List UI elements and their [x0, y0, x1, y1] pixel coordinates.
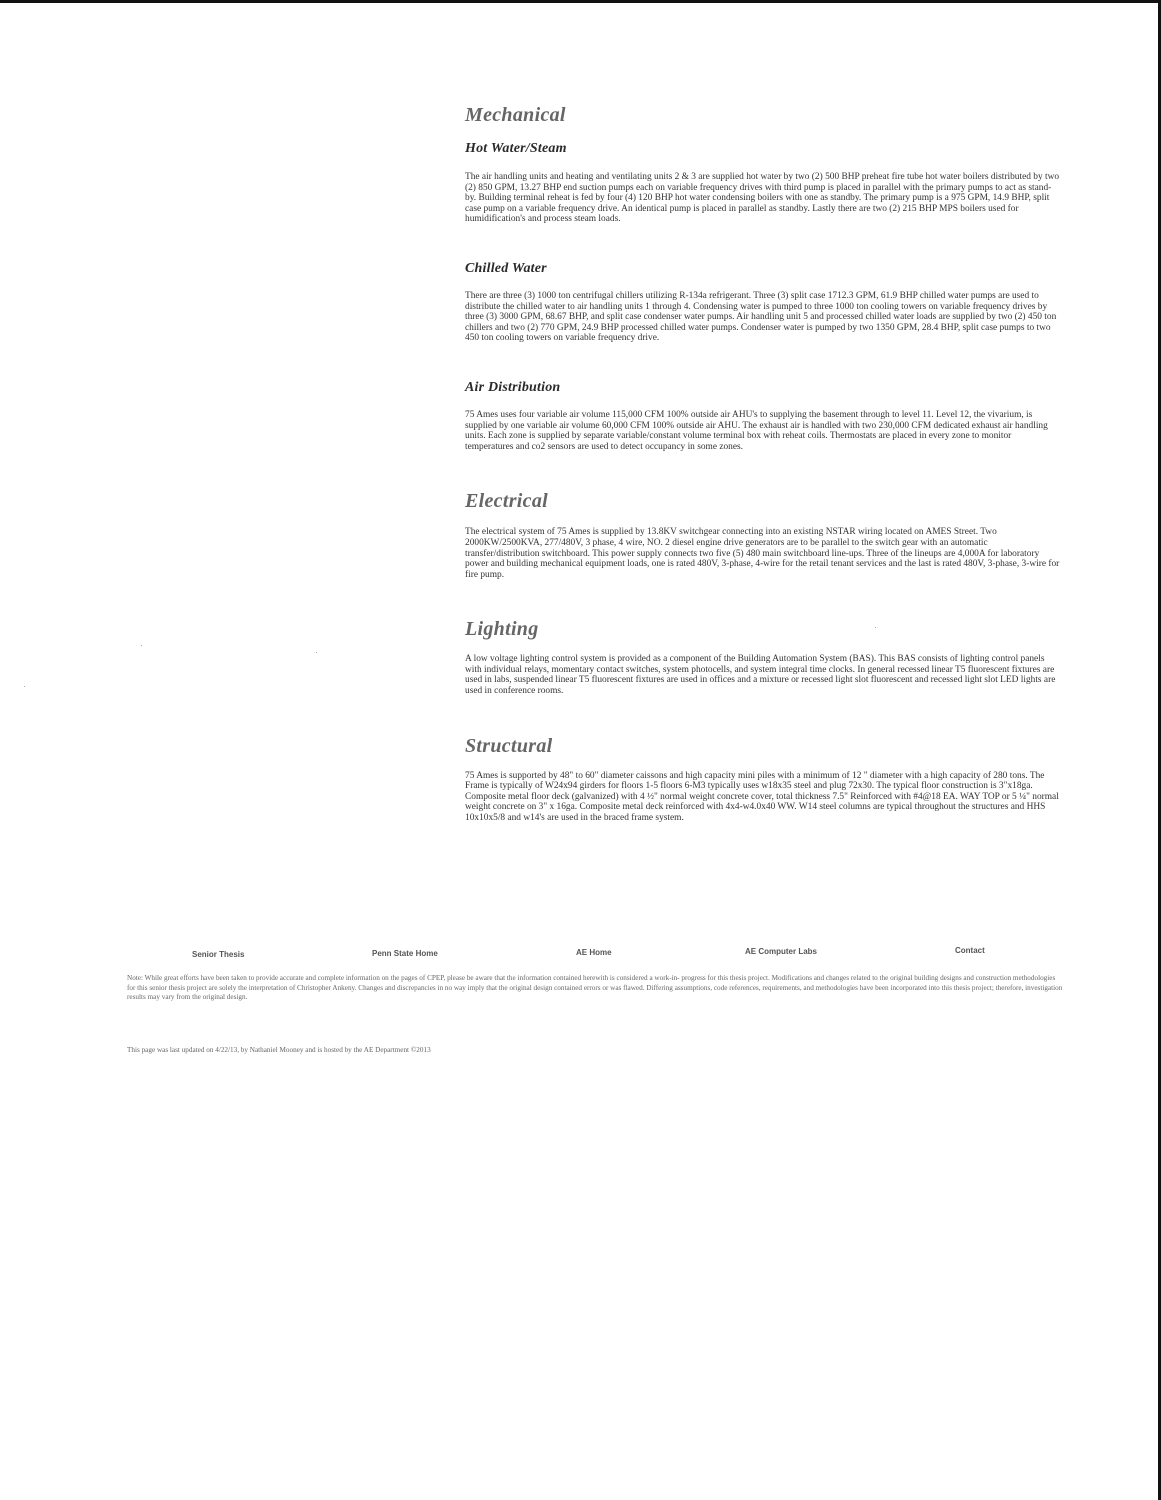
disclaimer-note: Note: While great efforts have been taken to provide accurate and complete information on the pages of CPEP, please be aware that the information contained herewith is considered a work-in- progress for this thesis project. Modifications and changes related to the original building designs and construction methodologies for this senior thesis project are solely the interpretation of Christopher Ankeny. Changes and discrepancies in no way imply that the original design contained errors or was flawed. Differing assumptions, code references, requirements, and methodologies have been incorporated into this thesis project; therefore, investigation results may vary from the original design.: [127, 974, 1063, 1001]
air-distribution-text: 75 Ames uses four variable air volume 115,000 CFM 100% outside air AHU's to supplying the basement through to level 11. Level 12, the vivarium, is supplied by one variable air volume 60,000 CFM 100% outside air AHU. The exhaust air is handled with two 230,000 CFM dedicated exhaust air handling units. Each zone is supplied by separate variable/constant volume terminal box with reheat coils. Thermostats are placed in every zone to monitor temperatures and co2 sensors are used to detect occupancy in some zones.: [465, 409, 1048, 452]
structural-heading: Structural: [465, 734, 553, 757]
page-border-top: [0, 0, 1161, 3]
chilled-water-heading: Chilled Water: [465, 260, 547, 276]
electrical-text: The electrical system of 75 Ames is supplied by 13.8KV switchgear connecting into an existing NSTAR wiring located on AMES Street. Two 2000KW/2500KVA, 277/480V, 3 phase, 4 wire, NO. 2 diesel engine drive generators are to be parallel to the switch gear with an automatic transfer/distribution switchboard. This power supply connects two five (5) 480 main switchboard line-ups. Three of the lineups are 4,000A for laboratory power and building mechanical equipment loads, one is rated 480V, 3-phase, 4-wire for the retail tenant services and the last is rated 480V, 3-phase, 3-wire for fire pump.: [465, 527, 1060, 580]
main-content: [465, 104, 1061, 824]
scan-speck: [141, 645, 142, 646]
scan-speck: [24, 686, 25, 687]
footer-link-ae-home[interactable]: AE Home: [576, 948, 612, 957]
scan-speck: [316, 652, 317, 653]
footer-link-senior-thesis[interactable]: Senior Thesis: [192, 950, 245, 959]
last-updated-text: This page was last updated on 4/22/13, by Nathaniel Mooney and is hosted by the AE Department ©2013: [127, 1046, 431, 1055]
hot-water-steam-heading: Hot Water/Steam: [465, 141, 567, 156]
mechanical-heading: Mechanical: [465, 104, 566, 126]
footer-link-contact[interactable]: Contact: [955, 946, 985, 955]
electrical-heading: Electrical: [465, 490, 548, 513]
lighting-text: A low voltage lighting control system is provided as a component of the Building Automation System (BAS). This BAS consists of lighting control panels with individual relays, momentary contact switches, system photocells, and system integral time clocks. In general recessed linear T5 fluorescent fixtures are used in labs, suspended linear T5 fluorescent fixtures are used in offices and a mixture or recessed light slot fluorescent and recessed light slot LED lights are used in conference rooms.: [465, 654, 1056, 697]
footer-link-ae-computer-labs[interactable]: AE Computer Labs: [745, 947, 818, 956]
structural-text: 75 Ames is supported by 48" to 60" diameter caissons and high capacity mini piles with a minimum of 12 " diameter with a high capacity of 280 tons. The Frame is typically of W24x94 girders for floors 1-5 floors 6-M3 typically uses w18x35 steel and plug 72x30. The typical floor construction is 3"x18ga. Composite metal floor deck (galvanized) with 4 ½" normal weight concrete cover, total thickness 7.5" Reinforced with #4@18 EA. WAY TOP or 5 ¼" normal weight concrete on 3" x 16ga. Composite metal deck reinforced with 4x4-w4.0x40 WW. W14 steel columns are typical throughout the structures and HHS 10x10x5/8 and w14's are used in the braced frame system.: [465, 770, 1059, 824]
air-distribution-heading: Air Distribution: [465, 379, 561, 395]
lighting-heading: Lighting: [465, 618, 539, 641]
footer-link-penn-state-home[interactable]: Penn State Home: [372, 949, 438, 958]
chilled-water-text: There are three (3) 1000 ton centrifugal chillers utilizing R-134a refrigerant. Three (3) split case 1712.3 GPM, 61.9 BHP chilled water pumps are used to distribute the chilled water to air handling units 1 through 4. Condensing water is pumped to three 1000 ton cooling towers on variable frequency drives by three (3) 3000 GPM, 68.67 BHP, and split case condenser water pumps. Air handling unit 5 and processed chilled water loads are supplied by two (2) 450 ton chillers and two (2) 770 GPM, 24.9 BHP processed chilled water pumps. Condenser water is pumped by two 1350 GPM, 28.4 BHP, split case pumps to two 450 ton cooling towers on variable frequency drive.: [465, 290, 1057, 344]
footer-nav: [0, 946, 1161, 960]
hot-water-steam-text: The air handling units and heating and ventilating units 2 & 3 are supplied hot water by two (2) 500 BHP preheat fire tube hot water boilers distributed by two (2) 850 GPM, 13.27 BHP end suction pumps each on variable frequency drives with third pump is placed in parallel with the primary pumps to act as stand-by. Building terminal reheat is fed by four (4) 120 BHP hot water condensing boilers with one as standby. The primary pump is a 975 GPM, 14.9 BHP, split case pump on a variable frequency drive. An identical pump is placed in parallel as standby. Lastly there are two (2) 215 BHP MPS boilers used for humidification's and process steam loads.: [465, 172, 1060, 225]
